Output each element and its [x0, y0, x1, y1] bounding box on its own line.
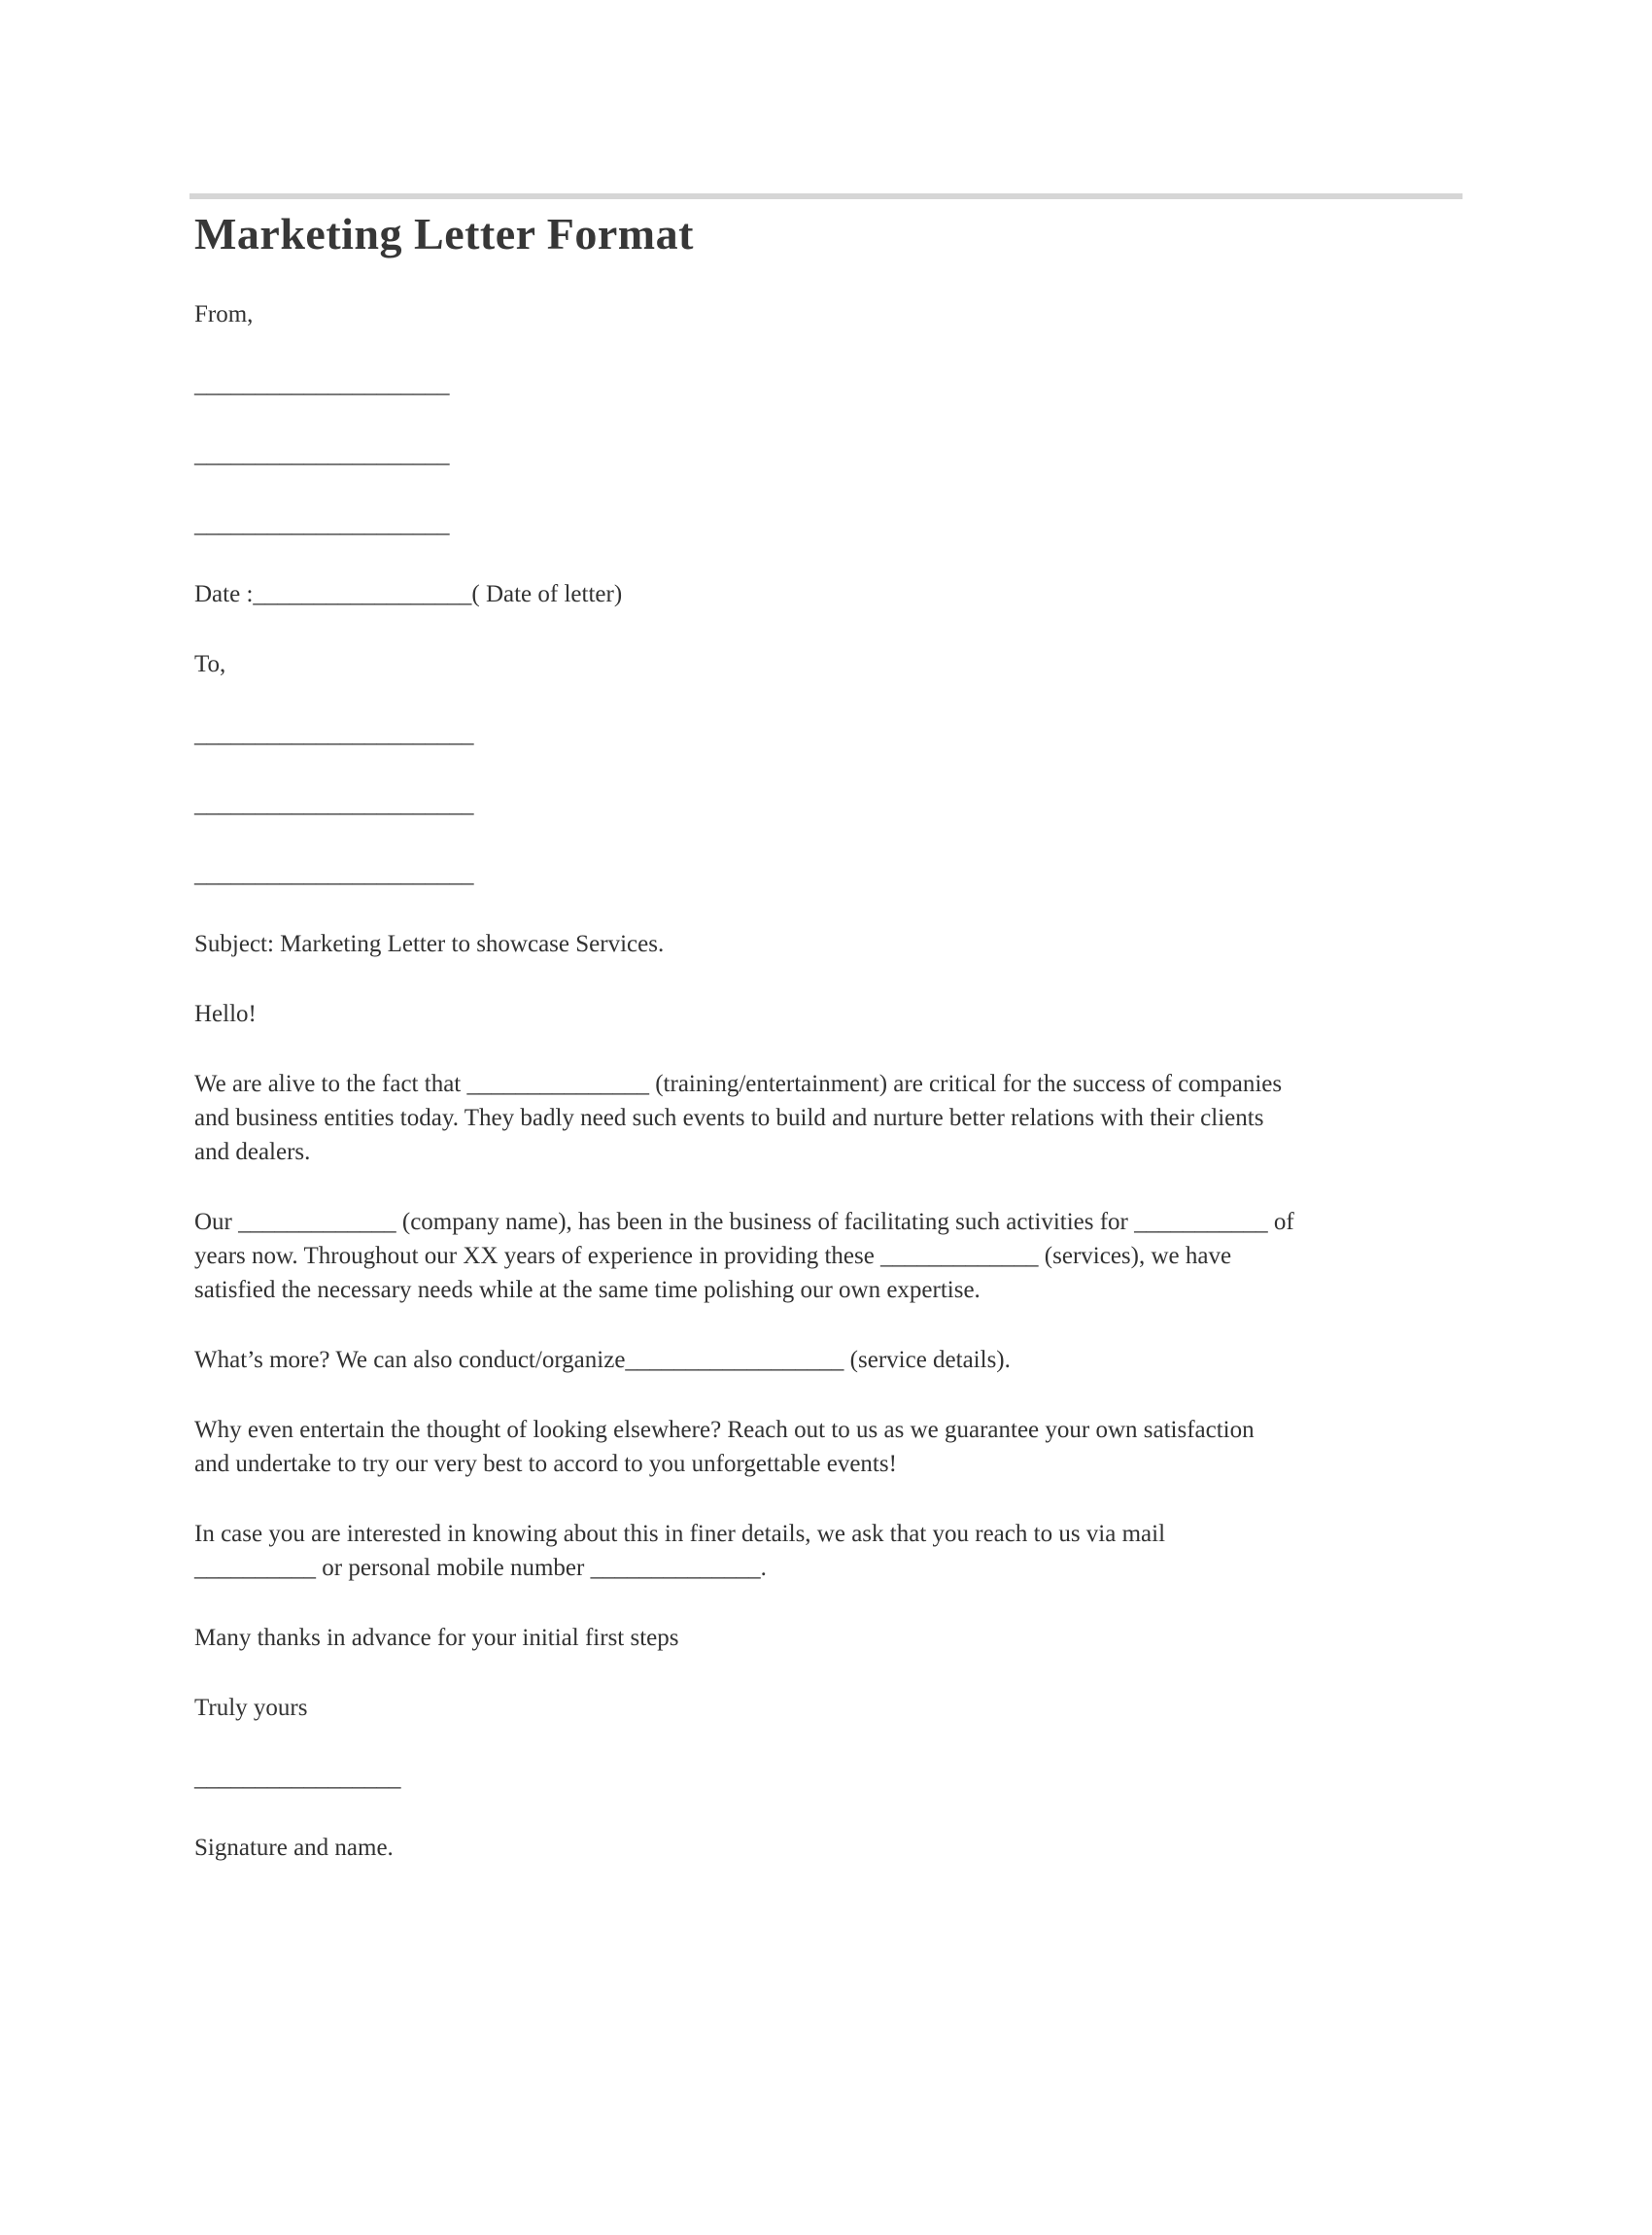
to-address-line-3: _______________________ [194, 861, 474, 887]
body-paragraph-contact: In case you are interested in knowing about this in finer details, we ask that you reach to us via mail __________ or personal mobile number ______________. [194, 1521, 1166, 1581]
date-line: Date :__________________( Date of letter) [194, 581, 623, 607]
from-address-line-3: _____________________ [194, 511, 450, 537]
body-paragraph-intro: We are alive to the fact that _______________ (training/entertainment) are critical for the success of companies and business entities today. They badly need such events to build and nurture better relations with their clients and dealers. [194, 1071, 1283, 1165]
to-address-line-1: _______________________ [194, 721, 474, 747]
top-divider [189, 193, 1463, 199]
from-address-line-2: _____________________ [194, 441, 450, 467]
greeting: Hello! [194, 1001, 257, 1027]
thanks-line: Many thanks in advance for your initial first steps [194, 1625, 679, 1651]
to-label: To, [194, 651, 226, 677]
subject-line: Subject: Marketing Letter to showcase Services. [194, 931, 665, 957]
body-paragraph-company: Our _____________ (company name), has been in the business of facilitating such activities for ___________ of years now. Throughout our XX years of experience in providing these _____________ (services), we have satisfied the necessary needs while at the same time polishing our own expertise. [194, 1209, 1294, 1303]
body-paragraph-guarantee: Why even entertain the thought of looking elsewhere? Reach out to us as we guarantee your own satisfaction and undertake to try our very best to accord to you unforgettable events! [194, 1417, 1255, 1477]
to-address-line-2: _______________________ [194, 791, 474, 817]
from-address-line-1: _____________________ [194, 371, 450, 397]
signature-blank-line: _________________ [194, 1765, 401, 1791]
from-label: From, [194, 301, 254, 327]
signature-label: Signature and name. [194, 1835, 394, 1861]
body-paragraph-services: What’s more? We can also conduct/organize__________________ (service details). [194, 1347, 1011, 1373]
letter-document [194, 207, 1463, 1865]
page-title: Marketing Letter Format [194, 209, 694, 258]
closing-line: Truly yours [194, 1695, 308, 1721]
